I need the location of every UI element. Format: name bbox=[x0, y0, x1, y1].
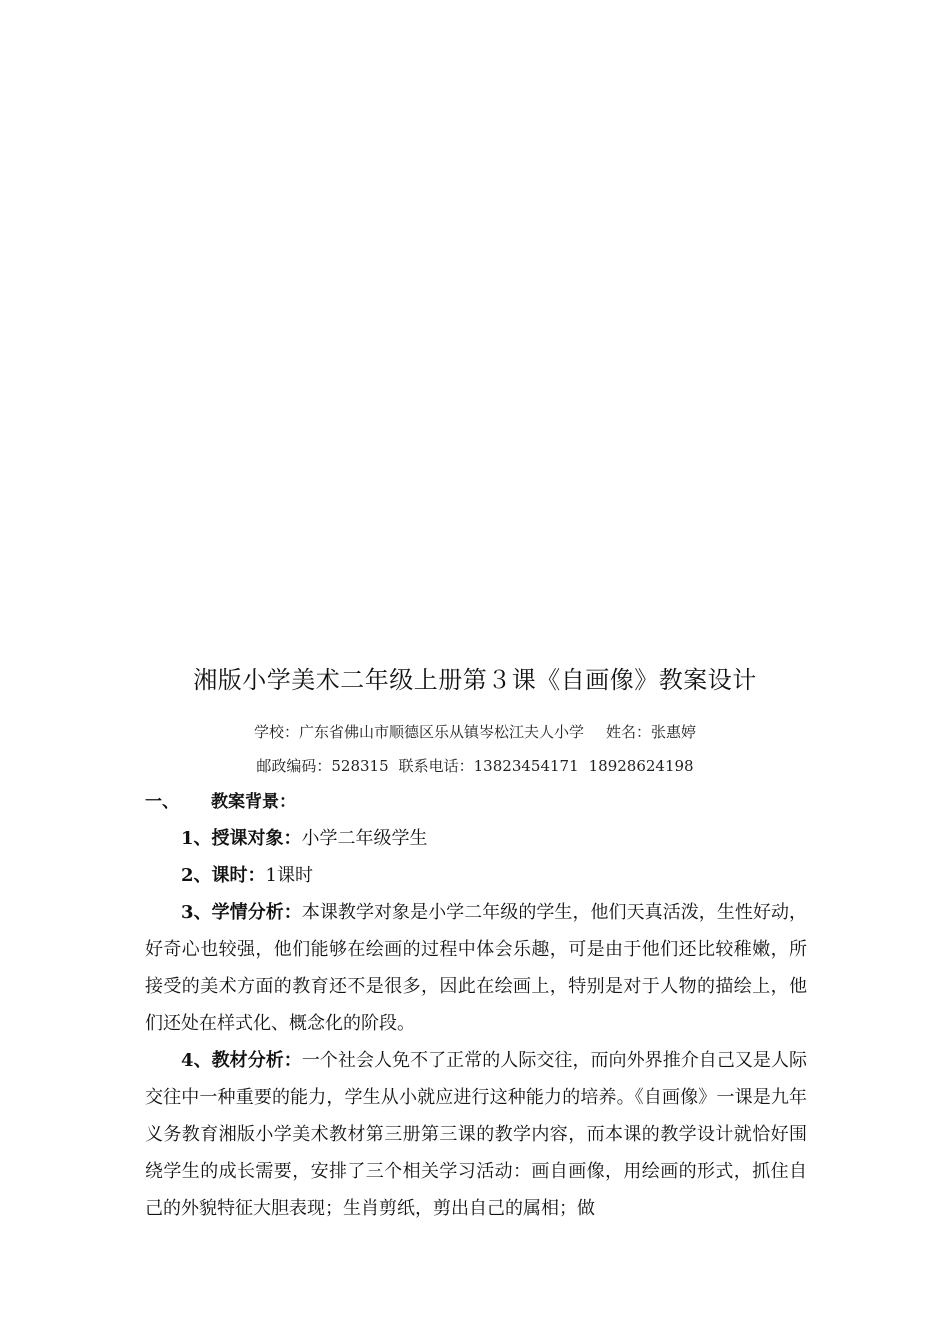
postcode-info: 邮政编码：528315 bbox=[256, 757, 389, 775]
item-text: 1课时 bbox=[265, 865, 313, 886]
item-label: 1、授课对象： bbox=[181, 828, 302, 849]
author-info-line bbox=[0, 720, 950, 744]
school-info: 学校：广东省佛山市顺德区乐从镇岑松江夫人小学 bbox=[253, 723, 584, 741]
item-paragraph bbox=[145, 820, 807, 857]
item-label: 3、学情分析： bbox=[181, 902, 302, 923]
item-label: 2、课时： bbox=[181, 865, 266, 886]
section-heading bbox=[145, 788, 296, 816]
item-label: 4、教材分析： bbox=[181, 1050, 302, 1071]
section-body bbox=[145, 820, 807, 1227]
item-paragraph bbox=[145, 894, 807, 1042]
item-text: 小学二年级学生 bbox=[301, 828, 428, 849]
document-title: 湘版小学美术二年级上册第３课《自画像》教案设计 bbox=[193, 666, 757, 694]
phone-info: 联系电话：13823454171 bbox=[398, 757, 579, 775]
item-paragraph bbox=[145, 1042, 807, 1227]
contact-info-line bbox=[0, 754, 950, 778]
section-title: 教案背景： bbox=[211, 792, 296, 812]
phone-info-2: 18928624198 bbox=[588, 757, 694, 775]
section-number: 一、 bbox=[145, 792, 179, 812]
item-text: 一个社会人免不了正常的人际交往，而向外界推介自己又是人际交往中一种重要的能力，学生从小就应进行这种能力的培养。《自画像》一课是九年义务教育湘版小学美术教材第三册第三课的教学内容，而本课的教学设计就恰好围绕学生的成长需要，安排了三个相关学习活动：画自画像，用绘画的形式，抓住自己的外貌特征大胆表现；生肖剪纸，剪出自己的属相；做 bbox=[145, 1050, 807, 1219]
author-name: 姓名：张惠婷 bbox=[606, 723, 697, 741]
item-text: 本课教学对象是小学二年级的学生，他们天真活泼，生性好动，好奇心也较强，他们能够在绘画的过程中体会乐趣，可是由于他们还比较稚嫩，所接受的美术方面的教育还不是很多，因此在绘画上，特别是对于人物的描绘上，他们还处在样式化、概念化的阶段。 bbox=[145, 902, 807, 1034]
item-paragraph bbox=[145, 857, 807, 894]
